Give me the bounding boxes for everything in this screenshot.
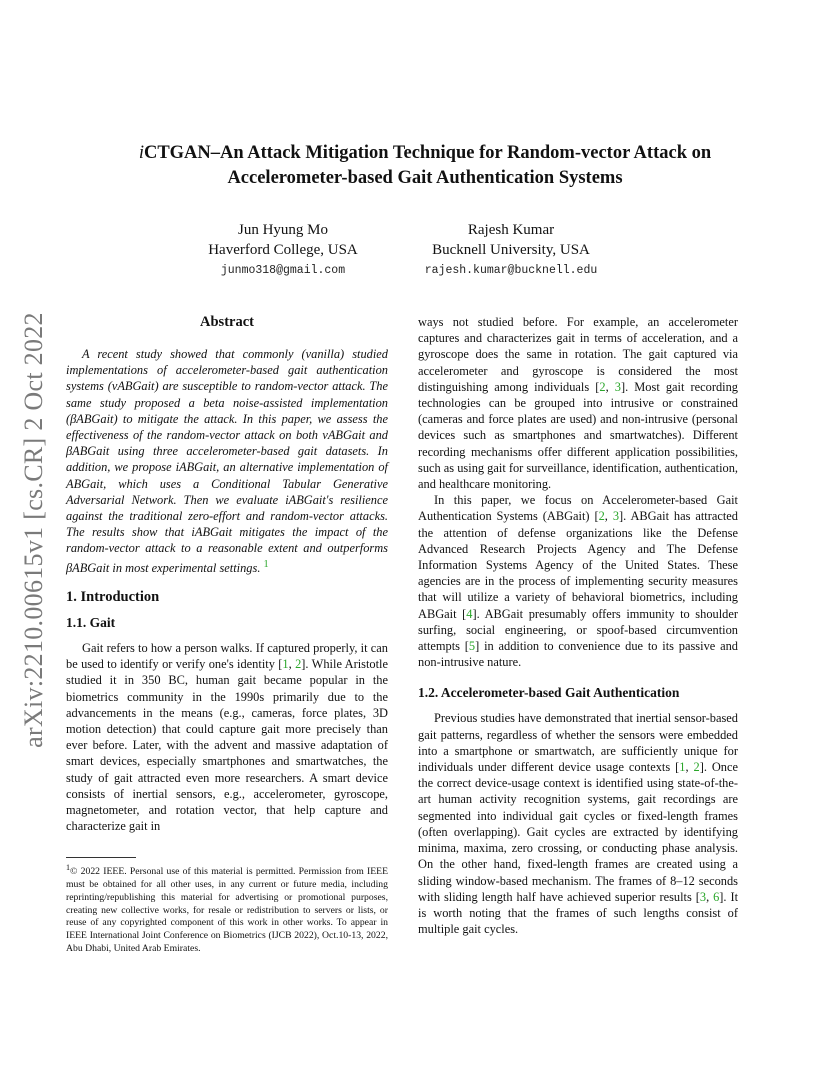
author-email[interactable]: junmo318@gmail.com — [220, 264, 346, 277]
left-column — [66, 312, 388, 834]
citation-link[interactable]: 2 — [295, 657, 302, 672]
citation-link[interactable]: 4 — [466, 606, 473, 621]
author-1 — [153, 220, 413, 282]
previous-studies-paragraph — [418, 710, 738, 937]
paper-title — [90, 141, 760, 191]
citation-link[interactable]: 2 — [599, 379, 606, 394]
author-name: Jun Hyung Mo — [237, 222, 328, 238]
citation-link[interactable]: 2 — [598, 509, 605, 524]
author-affiliation: Bucknell University, USA — [432, 242, 590, 258]
text-run: ]. ABGait presumably offers immunity to shoulder surfing, social engineering, or spoof-based circumvention attempts [ — [418, 606, 738, 654]
title-prefix: i — [138, 143, 144, 163]
text-run: Gait refers to how a person walks. If captured properly, it can be used to identify or verify one's identity [ — [66, 640, 388, 672]
citation-link[interactable]: 1 — [282, 657, 289, 672]
gait-paragraph-continued — [418, 314, 738, 492]
author-affiliation: Haverford College, USA — [208, 242, 358, 258]
author-name: Rajesh Kumar — [467, 222, 555, 238]
text-run: , — [288, 657, 296, 672]
footnote-rule — [66, 857, 136, 858]
footnote-text: © 2022 IEEE. Personal use of this material is permitted. Permission from IEEE must be obtained for all other uses, in any current or future media, including reprinting/republishing this material for advertising or promotional purposes, creating new collective works, for resale or redistribution to servers or lists, or reuse of any copyrighted component of this work in other works. To appear in IEEE International Joint Conference on Biometrics (IJCB 2022), Oct.10-13, 2022, Abu Dhabi, United Arab Emirates. — [66, 866, 388, 955]
subsection-heading-gait: 1.1. Gait — [66, 614, 116, 630]
text-run: ways not studied before. For example, an accelerometer captures and characterizes gait in terms of acceleration, and a gyroscope does the same in rotation. The gait captured via accelerometer and gyroscope is considered the most distinguishing among individuals [ — [418, 315, 738, 394]
text-run: , — [685, 760, 694, 775]
text-run: , — [605, 379, 615, 394]
text-run: , — [706, 889, 714, 904]
text-run: ]. It is worth noting that the frames of such lengths consist of multiple gait cycles. — [418, 889, 739, 937]
citation-link[interactable]: 1 — [679, 760, 686, 775]
copyright-footnote — [66, 862, 388, 956]
abstract-heading: Abstract — [200, 314, 254, 330]
text-run: ]. ABGait has attracted the attention of defense organizations like the Defense Advanced Research Projects Agency and The Defense Information Systems Agency of the United States. These agencies are in the process of implementing security measures that will utilize a variety of behavioral biometrics, including ABGait [ — [418, 509, 738, 621]
citation-link[interactable]: 6 — [713, 889, 720, 904]
arxiv-stamp — [8, 300, 60, 760]
citation-link[interactable]: 2 — [693, 760, 700, 775]
section-heading-introduction: 1. Introduction — [66, 588, 160, 605]
abstract-text — [66, 346, 388, 576]
text-run: ]. Most gait recording technologies can be grouped into intrusive or constrained (cameras and force plates are used) and non-intrusive (personal devices such as smartphones and smartwatches). Different recording mechanisms offer different application possibilities, such as using gait for surveillance, identification, authentication, and healthcare monitoring. — [418, 379, 738, 492]
arxiv-stamp-text: arXiv:2210.00615v1 [cs.CR] 2 Oct 2022 — [19, 312, 49, 748]
subsection-heading-abgait: 1.2. Accelerometer-based Gait Authentication — [418, 685, 680, 701]
text-run: ]. While Aristotle studied it in 350 BC, human gait became popular in the biometrics community in the 1990s primarily due to the advancements in the means (e.g., cameras, force plates, 3D motion detection) that could capture gait more precisely than ever before. Later, with the advent and massive adaptation of smart devices, especially smartphones and smartwatches, the study of gait attracted even more researchers. A smart device consists of inertial sensors, e.g., accelerometer, gyroscope, magnetometer, and rotation vector, that help capture and characterize gait in — [66, 657, 388, 834]
abstract-body: A recent study showed that commonly (vanilla) studied implementations of accelerometer-based gait authentication systems (vABGait) are susceptible to random-vector attack. The same study proposed a beta noise-assisted implementation (βABGait) to mitigate the attack. In this paper, we assess the effectiveness of the random-vector attack on both vABGait and βABGait using three accelerometer-based gait datasets. In addition, we propose iABGait, an alternative implementation of ABGait, which uses a Conditional Tabular Generative Adversarial Network. Then we evaluate iABGait's resilience against the traditional zero-effort and random-vector attacks. The results show that iABGait mitigates the impact of the random-vector attack to a reasonable extent and outperforms βABGait in most experimental settings. — [66, 347, 388, 575]
citation-link[interactable]: 3 — [699, 889, 707, 904]
abgait-paragraph — [418, 492, 738, 670]
text-run: ]. Once the correct device-usage context is identified using state-of-the-art human activity recognition systems, gait recordings are segmented into individual gait cycles or fixed-length frames (often overlapping). Gait cycles are extracted by identifying minima, maxima, zero crossing, or conducting phase analysis. On the other hand, fixed-length frames are created using a sliding window-based mechanism. The frames of 8–12 seconds with sliding length half have achieved superior results [ — [418, 760, 738, 904]
author-2 — [381, 220, 641, 282]
footnote-mark[interactable]: 1 — [263, 558, 269, 570]
text-run: , — [604, 509, 613, 524]
text-run: ] in addition to convenience due to its passive and non-intrusive nature. — [418, 639, 738, 670]
text-run: Previous studies have demonstrated that inertial sensor-based gait patterns, regardless of whether the sensors were embedded into a smartphone or smartwatch, are sufficiently unique for individuals under different device usage contexts [ — [418, 711, 738, 775]
text-run: In this paper, we focus on Accelerometer-based Gait Authentication Systems (ABGait) [ — [418, 493, 738, 524]
title-line-1-text: CTGAN–An Attack Mitigation Technique for Random-vector Attack on — [143, 143, 712, 163]
citation-link[interactable]: 3 — [614, 379, 621, 394]
gait-paragraph — [66, 640, 388, 834]
author-email[interactable]: rajesh.kumar@bucknell.edu — [424, 264, 598, 277]
title-line-2: Accelerometer-based Gait Authentication Systems — [227, 168, 623, 188]
citation-link[interactable]: 3 — [612, 509, 620, 524]
footnote-number: 1 — [66, 863, 71, 872]
title-line-1 — [90, 141, 760, 166]
citation-link[interactable]: 5 — [468, 639, 476, 654]
right-column — [418, 314, 738, 937]
